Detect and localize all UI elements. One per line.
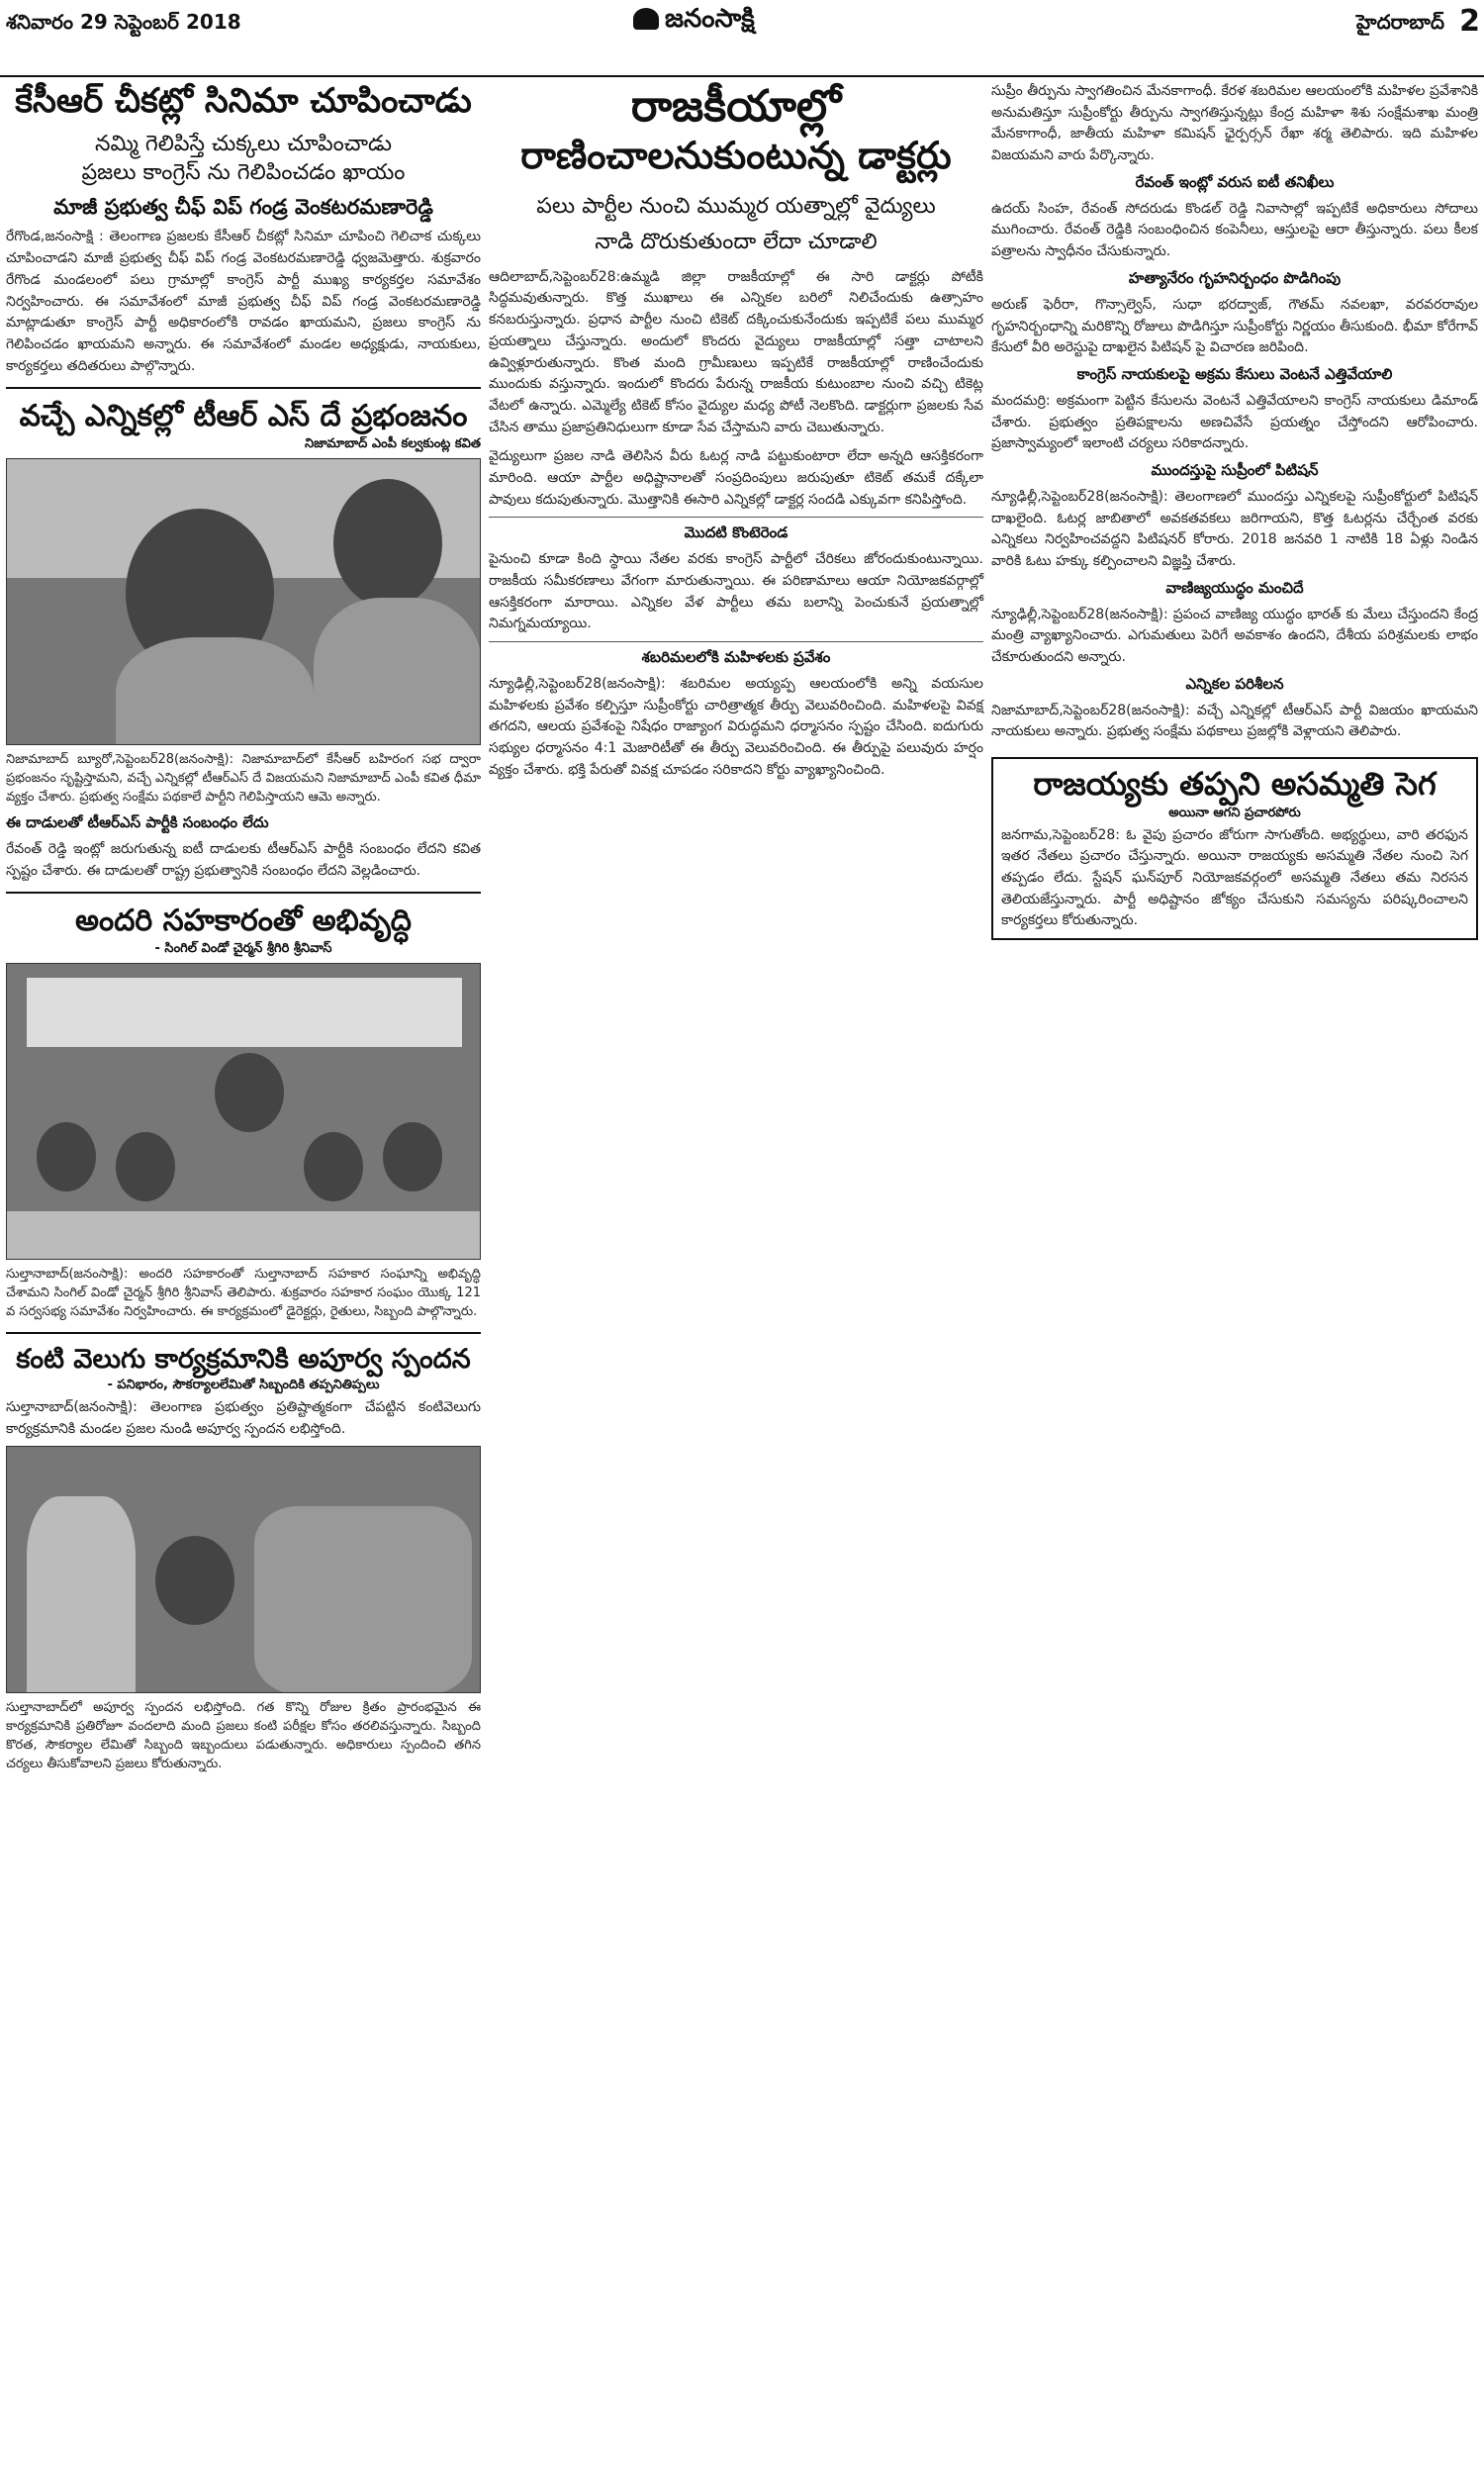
lead-subhead-1: పలు పార్టీల నుంచి ముమ్మర యత్నాల్లో వైద్యులు xyxy=(536,194,936,220)
right-body-2: ఉదయ్ సింహ, రేవంత్ సోదరుడు కొండల్ రెడ్డి నివాసాల్లో ఇప్పటికే అధికారులు సోదాలు ముగించారు. రేవంత్ రెడ్డికి సంబంధించిన కంపెనీలు, ఆస్తులపై ఆరా తీస్తున్నారు. పలు కీలక పత్రాలను స్వాధీనం చేసుకున్నారు. xyxy=(991,200,1478,260)
story1-subhead-1: నమ్మి గెలిపిస్తే చుక్కలు చూపించాడు xyxy=(95,131,392,156)
middle-body-4: న్యూఢిల్లీ,సెప్టెంబర్28(జనంసాక్షి): శబరిమల అయ్యప్ప ఆలయంలోకి అన్ని వయసుల మహిళలకు ప్రవేశం కల్పిస్తూ సుప్రీంకోర్టు చారిత్రాత్మక తీర్పు వెలువరించింది. మహిళలపై వివక్ష తగదని, ఆలయ ప్రవేశంపై నిషేధం రాజ్యాంగ విరుద్ధమని ధర్మాసనం స్పష్టం చేసింది. ఐదుగురు సభ్యుల ధర్మాసనం 4:1 మెజారిటీతో ఈ తీర్పు వెలువరించింది. ఈ తీర్పుపై పలువురు హర్షం వ్యక్తం చేశారు. భక్తి పేరుతో వివక్ష చూపడం సరికాదని కోర్టు వ్యాఖ్యానించింది. xyxy=(489,676,983,778)
right-body-6: న్యూఢిల్లీ,సెప్టెంబర్28(జనంసాక్షి): ప్రపంచ వాణిజ్య యుద్ధం భారత్ కు మేలు చేస్తుందని కేంద్ర మంత్రి వ్యాఖ్యానించారు. ఎగుమతులు పెరిగే అవకాశం ఉందని, దేశీయ పరిశ్రమలకు లాభం చేకూరుతుందని అన్నారు. xyxy=(991,606,1478,666)
divider xyxy=(489,641,983,642)
divider xyxy=(6,1332,481,1334)
page-number: 2 xyxy=(1459,4,1480,39)
newspaper-brand xyxy=(633,4,755,40)
story4-headline: కంటి వెలుగు కార్యక్రమానికి అపూర్వ స్పందన xyxy=(16,1343,471,1375)
left-column xyxy=(6,81,481,1780)
right-section-title-3: కాంగ్రెస్ నాయకులపై అక్రమ కేసులు వెంటనే ఎత్తివేయాలి xyxy=(1076,364,1393,383)
story4-intro: సుల్తానాబాద్(జనంసాక్షి): తెలంగాణ ప్రభుత్వం ప్రతిష్టాత్మకంగా చేపట్టిన కంటివెలుగు కార్యక్రమానికి మండల ప్రజల నుండి అపూర్వ స్పందన లభిస్తోంది. xyxy=(6,1399,481,1437)
right-column xyxy=(991,81,1478,940)
story4-byline: - పనిభారం, సౌకర్యాలలేమితో సిబ్బందికి తప్పనితిప్పలు xyxy=(107,1378,380,1393)
lead-body-1: ఆదిలాబాద్,సెప్టెంబర్28:ఉమ్మడి జిల్లా రాజకీయాల్లో ఈ సారి డాక్టర్లు పోటీకి సిద్ధమవుతున్నారు. కొత్త ముఖాలు ఈ ఎన్నికల బరిలో నిలిచేందుకు ఉత్సాహం కనబరుస్తున్నారు. ప్రధాన పార్టీల నుంచి టికెట్ దక్కించుకునేందుకు ఇప్పటికే పలు ముమ్మర ప్రయత్నాలు చేస్తున్నారు. అందులో కొందరు వైద్యులు రాజకీయాల్లో సత్తా చాటాలని ఉవ్విళ్లూరుతున్నారు. కొంత మంది గ్రామీణులు ఇప్పటికే రాజకీయాల్లో రాణించేందుకు ముందుకు వస్తున్నారు. ఇందులో కొందరు పేరున్న రాజకీయ కుటుంబాల నుంచి వచ్చి టికెట్ల వేటలో ఉన్నారు. ఎమ్మెల్యే టికెట్ కోసం వైద్యుల మధ్య పోటీ నెలకొంది. డాక్టర్లుగా ప్రజలకు సేవ చేసిన తాము ప్రజాప్రతినిధులుగా కూడా సేవ చేస్తామని వారు చెబుతున్నారు. xyxy=(489,268,983,435)
right-section-title-1: రేవంత్ ఇంట్లో వరుస ఐటీ తనిఖీలు xyxy=(1135,172,1335,191)
story2-box-body: రేవంత్ రెడ్డి ఇంట్లో జరుగుతున్న ఐటీ దాడులకు టీఆర్ఎస్ పార్టీకి సంబంధం లేదని కవిత స్పష్టం చేశారు. ఈ దాడులతో రాష్ట్ర ప్రభుత్వానికి సంబంధం లేదని వెల్లడించారు. xyxy=(6,840,481,879)
edition-city: హైదరాబాద్ xyxy=(1355,10,1444,34)
story4-caption: సుల్తానాబాద్‌లో అపూర్వ స్పందన లభిస్తోంది. గత కొన్ని రోజుల క్రితం ప్రారంభమైన ఈ కార్యక్రమానికి ప్రతిరోజూ వందలాది మంది ప్రజలు కంటి పరీక్షల కోసం తరలివస్తున్నారు. సిబ్బంది కొరత, సౌకర్యాల లేమితో సిబ్బంది ఇబ్బందులు పడుతున్నారు. అధికారులు స్పందించి తగిన చర్యలు తీసుకోవాలని ప్రజలు కోరుతున్నారు. xyxy=(6,1700,481,1772)
divider xyxy=(6,892,481,894)
rajaiah-body: జనగామ,సెప్టెంబర్28: ఓ వైపు ప్రచారం జోరుగా సాగుతోంది. అభ్యర్థులు, వారి తరఫున ఇతర నేతలు ప్రచారం చేస్తున్నారు. అయినా రాజయ్యకు అసమ్మతి నేతల నుంచి సెగ తప్పడం లేదు. స్టేషన్ ఘన్‌పూర్ నియోజకవర్గంలో అసమ్మతి నేతలు తమ నిరసన తెలియజేస్తున్నారు. పార్టీ అధిష్టానం జోక్యం చేసుకుని సమస్యను పరిష్కరించాలని కార్యకర్తలు కోరుతున్నారు. xyxy=(1001,826,1468,929)
story2-headline: వచ్చే ఎన్నికల్లో టీఆర్ ఎస్ దే ప్రభంజనం xyxy=(19,399,468,434)
right-section-title-5: వాణిజ్యయుద్ధం మంచిదే xyxy=(1165,578,1304,597)
story3-caption: సుల్తానాబాద్(జనంసాక్షి): అందరి సహకారంతో సుల్తానాబాద్ సహకార సంఘాన్ని అభివృద్ధి చేశామని సింగిల్ విండో చైర్మన్ శ్రీగిరి శ్రీనివాస్ తెలిపారు. శుక్రవారం సహకార సంఘం యొక్క 121 వ సర్వసభ్య సమావేశం నిర్వహించారు. ఈ కార్యక్రమంలో డైరెక్టర్లు, రైతులు, సిబ్బంది పాల్గొన్నారు. xyxy=(6,1267,481,1319)
brand-name: జనంసాక్షి xyxy=(665,4,755,34)
masthead xyxy=(0,0,1484,77)
issue-date: శనివారం 29 సెప్టెంబర్ 2018 xyxy=(6,10,241,34)
story2-caption: నిజామాబాద్ బ్యూరో,సెప్టెంబర్28(జనంసాక్షి): నిజామాబాద్‌లో కేసీఆర్ బహిరంగ సభ ద్వారా ప్రభంజనం సృష్టిస్తామని, వచ్చే ఎన్నికల్లో టీఆర్ఎస్ దే విజయమని నిజామాబాద్ ఎంపీ కవిత ధీమా వ్యక్తం చేశారు. ప్రభుత్వ సంక్షేమ పథకాలే పార్టీని గెలిపిస్తాయని ఆమె అన్నారు. xyxy=(6,752,481,805)
middle-body-3: పైనుంచి కూడా కింది స్థాయి నేతల వరకు కాంగ్రెస్ పార్టీలో చేరికలు జోరందుకుంటున్నాయి. రాజకీయ సమీకరణాలు వేగంగా మారుతున్నాయి. ఈ పరిణామాలు ఆయా నియోజకవర్గాల్లో ఆసక్తికరంగా మారాయి. ఎన్నికల వేళ పార్టీలు తమ బలాన్ని పెంచుకునే ప్రయత్నాల్లో నిమగ్నమయ్యాయి. xyxy=(489,551,983,632)
story1-body: రేగొండ,జనంసాక్షి : తెలంగాణ ప్రజలకు కేసీఆర్ చీకట్లో సినిమా చూపించి గెలిచాక చుక్కలు చూపించాడని మాజీ ప్రభుత్వ చీఫ్ విప్ గండ్ర వెంకటరమణారెడ్డి ధ్వజమెత్తారు. శుక్రవారం రేగొండ మండలంలో పలు గ్రామాల్లో కాంగ్రెస్ పార్టీ ముఖ్య కార్యకర్తల సమావేశం నిర్వహించారు. ఈ సమావేశంలో మాజీ ప్రభుత్వ చీఫ్ విప్ గండ్ర వెంకటరమణారెడ్డి మాట్లాడుతూ కాంగ్రెస్ పార్టీ అధికారంలోకి రావడం ఖాయమని, ప్రజలు కాంగ్రెస్ ను గెలిపించడం ఖాయమని అన్నారు. ఈ సమావేశంలో మండల అధ్యక్షుడు, నాయకులు, కార్యకర్తలు తదితరులు పాల్గొన్నారు. xyxy=(6,229,481,374)
story3-byline: - సింగిల్ విండో చైర్మన్ శ్రీగిరి శ్రీనివాస్ xyxy=(154,941,332,957)
eye-camp-photo xyxy=(6,1446,481,1693)
rajaiah-byline: అయినా ఆగని ప్రచారపోరు xyxy=(1168,805,1301,820)
rajaiah-story-box xyxy=(991,757,1478,940)
story1-subhead-2: ప్రజలు కాంగ్రెస్ ను గెలిపించడం ఖాయం xyxy=(81,160,406,186)
middle-section-title-2: శబరిమలలోకి మహిళలకు ప్రవేశం xyxy=(641,648,831,667)
right-body-4: మందమర్రి: అక్రమంగా పెట్టిన కేసులను వెంటనే ఎత్తివేయాలని కాంగ్రెస్ నాయకులు డిమాండ్ చేశారు. ప్రభుత్వం ప్రతిపక్షాలను అణచివేసే ప్రయత్నం చేస్తోందని ఆరోపించారు. ప్రజాస్వామ్యంలో ఇలాంటి చర్యలు సరికాదన్నారు. xyxy=(991,392,1478,452)
right-section-title-4: ముందస్తుపై సుప్రీంలో పిటిషన్ xyxy=(1151,460,1319,479)
right-body-7: నిజామాబాద్,సెప్టెంబర్28(జనంసాక్షి): వచ్చే ఎన్నికల్లో టీఆర్ఎస్ పార్టీ విజయం ఖాయమని నాయకులు అన్నారు. ప్రభుత్వ సంక్షేమ పథకాలు ప్రజల్లోకి వెళ్లాయని తెలిపారు. xyxy=(991,702,1478,740)
story2-byline: నిజామాబాద్ ఎంపీ కల్వకుంట్ల కవిత xyxy=(304,436,481,452)
lead-subhead-2: నాడి దొరుకుతుందా లేదా చూడాలి xyxy=(595,230,878,255)
right-section-title-2: హత్యానేరం గృహనిర్బంధం పొడిగింపు xyxy=(1128,268,1342,287)
middle-column xyxy=(489,81,983,782)
middle-section-title-1: మొదటి కొంటెరెండ xyxy=(684,524,788,542)
story1-subhead-3: మాజీ ప్రభుత్వ చీఫ్ విప్ గండ్ర వెంకటరమణారెడ్డి xyxy=(53,195,433,220)
right-section-title-6: ఎన్నికల పరిశీలన xyxy=(1185,674,1284,693)
story2-box-title: ఈ దాడులతో టీఆర్ఎస్ పార్టీకి సంబంధం లేదు xyxy=(6,812,269,831)
right-body-5: న్యూఢిల్లీ,సెప్టెంబర్28(జనంసాక్షి): తెలంగాణలో ముందస్తు ఎన్నికలపై సుప్రీంకోర్టులో పిటిషన్ దాఖలైంది. ఓటర్ల జాబితాలో అవకతవకలు జరిగాయని, కొత్త ఓటర్లను చేర్చేంత వరకు ఎన్నికలు నిర్వహించవద్దని పిటిషనర్ కోరారు. 2018 జనవరి 1 నాటికి 18 ఏళ్లు నిండిన వారికి ఓటు హక్కు కల్పించాలని విజ్ఞప్తి చేశారు. xyxy=(991,488,1478,569)
lead-body-2: వైద్యులుగా ప్రజల నాడి తెలిసిన వీరు ఓటర్ల నాడి పట్టుకుంటారా లేదా అన్నది ఆసక్తికరంగా మారింది. ఆయా పార్టీల అధిష్టానాలతో సంప్రదింపులు జరుపుతూ టికెట్ తమకే దక్కేలా పావులు కదుపుతున్నారు. మొత్తానికి ఈసారి ఎన్నికల్లో డాక్టర్ల సందడి ఎక్కువగా కనిపిస్తోంది. xyxy=(489,448,983,508)
divider xyxy=(489,517,983,518)
cooperative-meeting-photo xyxy=(6,963,481,1260)
divider xyxy=(6,387,481,389)
sun-rise-logo-icon xyxy=(633,8,659,30)
story3-headline: అందరి సహకారంతో అభివృద్ధి xyxy=(75,904,412,939)
right-body-1: సుప్రీం తీర్పును స్వాగతించిన మేనకాగాంధీ. కేరళ శబరిమల ఆలయంలోకి మహిళల ప్రవేశానికి అనుమతిస్తూ సుప్రీంకోర్టు తీర్పును స్వాగతిస్తున్నట్లు కేంద్ర మహిళా శిశు సంక్షేమశాఖ మంత్రి మేనకాగాంధీ, జాతీయ మహిళా కమిషన్ ఛైర్పర్సన్ రేఖా శర్మ తెలిపారు. ఇది మహిళల విజయమని వారు పేర్కొన్నారు. xyxy=(991,83,1478,164)
right-body-3: అరుణ్ ఫెరీరా, గొన్సాల్వెస్, సుధా భరద్వాజ్, గౌతమ్ నవలఖా, వరవరరావుల గృహనిర్బంధాన్ని మరికొన్ని రోజులు పొడిగిస్తూ సుప్రీంకోర్టు నిర్ణయం తీసుకుంది. భీమా కోరేగావ్ కేసులో వీరి అరెస్టుపై దాఖలైన పిటిషన్ పై విచారణ జరిపింది. xyxy=(991,296,1478,356)
lead-headline-line2: రాణించాలనుకుంటున్న డాక్టర్లు xyxy=(520,133,952,177)
lead-headline-line1: రాజకీయాల్లో xyxy=(630,81,842,132)
story1-headline: కేసీఆర్ చీకట్లో సినిమా చూపించాడు xyxy=(15,81,472,121)
kavitha-press-photo xyxy=(6,458,481,745)
rajaiah-headline: రాజయ్యకు తప్పని అసమ్మతి సెగ xyxy=(1033,765,1437,804)
